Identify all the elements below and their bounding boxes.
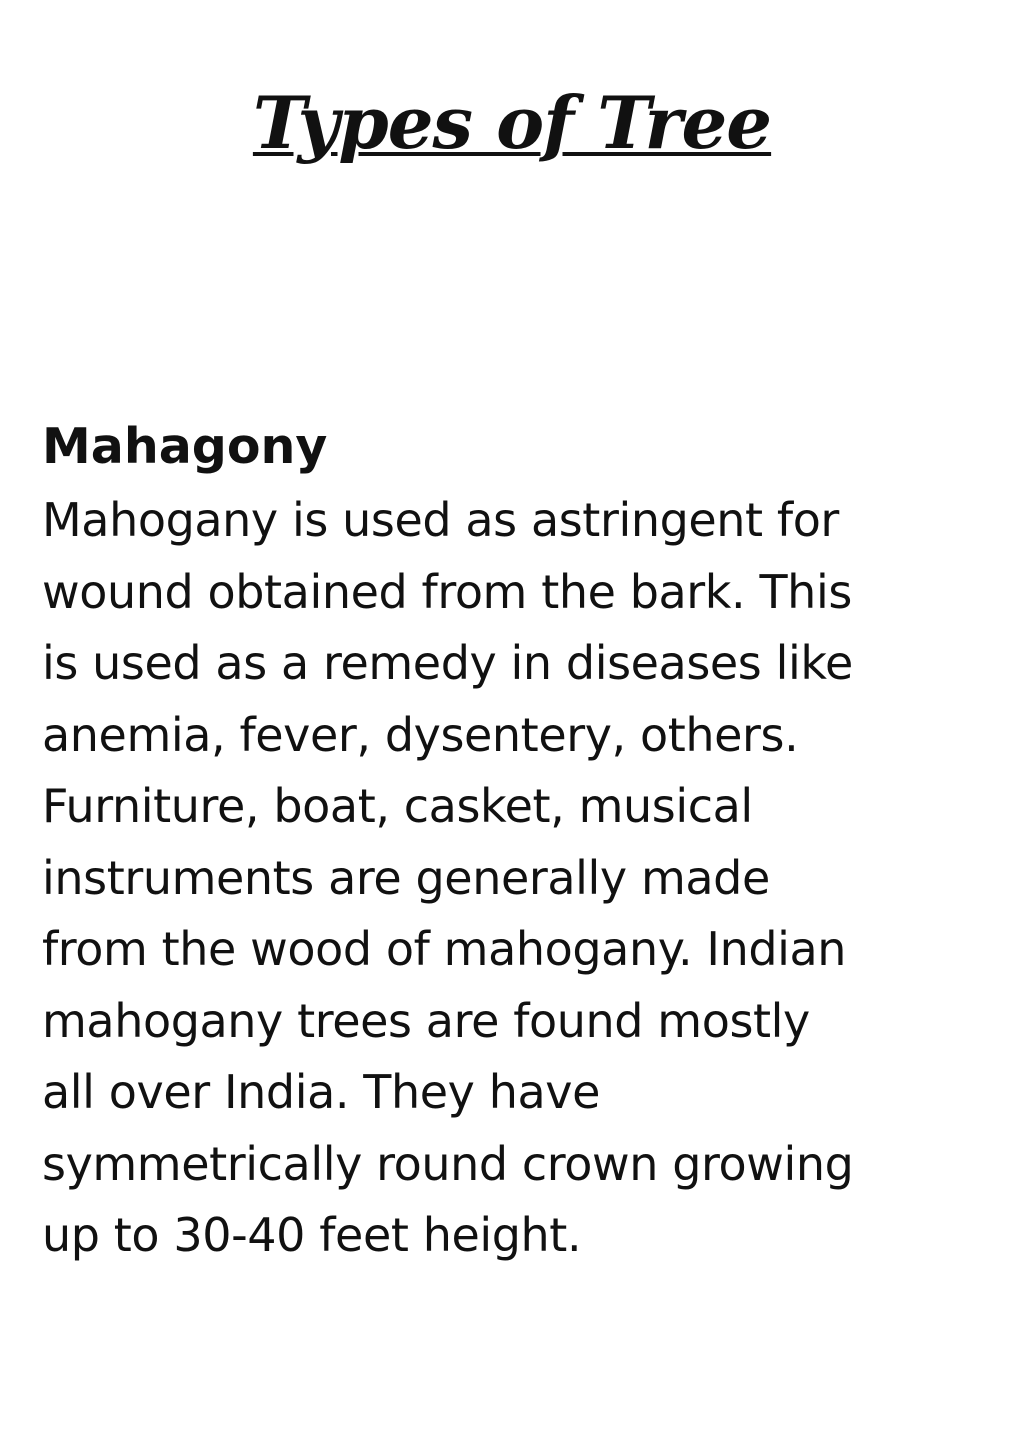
body-line: instruments are generally made [42, 850, 770, 905]
body-line: Furniture, boat, casket, musical [42, 779, 753, 833]
tree-section [42, 415, 992, 1272]
body-line: symmetrically round crown growing [42, 1136, 854, 1191]
section-heading: Mahagony [42, 418, 328, 475]
body-line: all over India. They have [42, 1065, 600, 1119]
body-line: is used as a remedy in diseases like [42, 636, 853, 690]
body-line: up to 30-40 feet height. [42, 1208, 582, 1262]
section-body [42, 485, 992, 1272]
body-line: anemia, fever, dysentery, others. [42, 707, 799, 762]
body-line: from the wood of mahogany. Indian [42, 922, 847, 976]
body-line: wound obtained from the bark. This [42, 564, 852, 619]
body-line: Mahogany is used as astringent for [42, 493, 839, 547]
body-line: mahogany trees are found mostly [42, 993, 810, 1048]
page-title: Types of Tree [252, 80, 772, 165]
